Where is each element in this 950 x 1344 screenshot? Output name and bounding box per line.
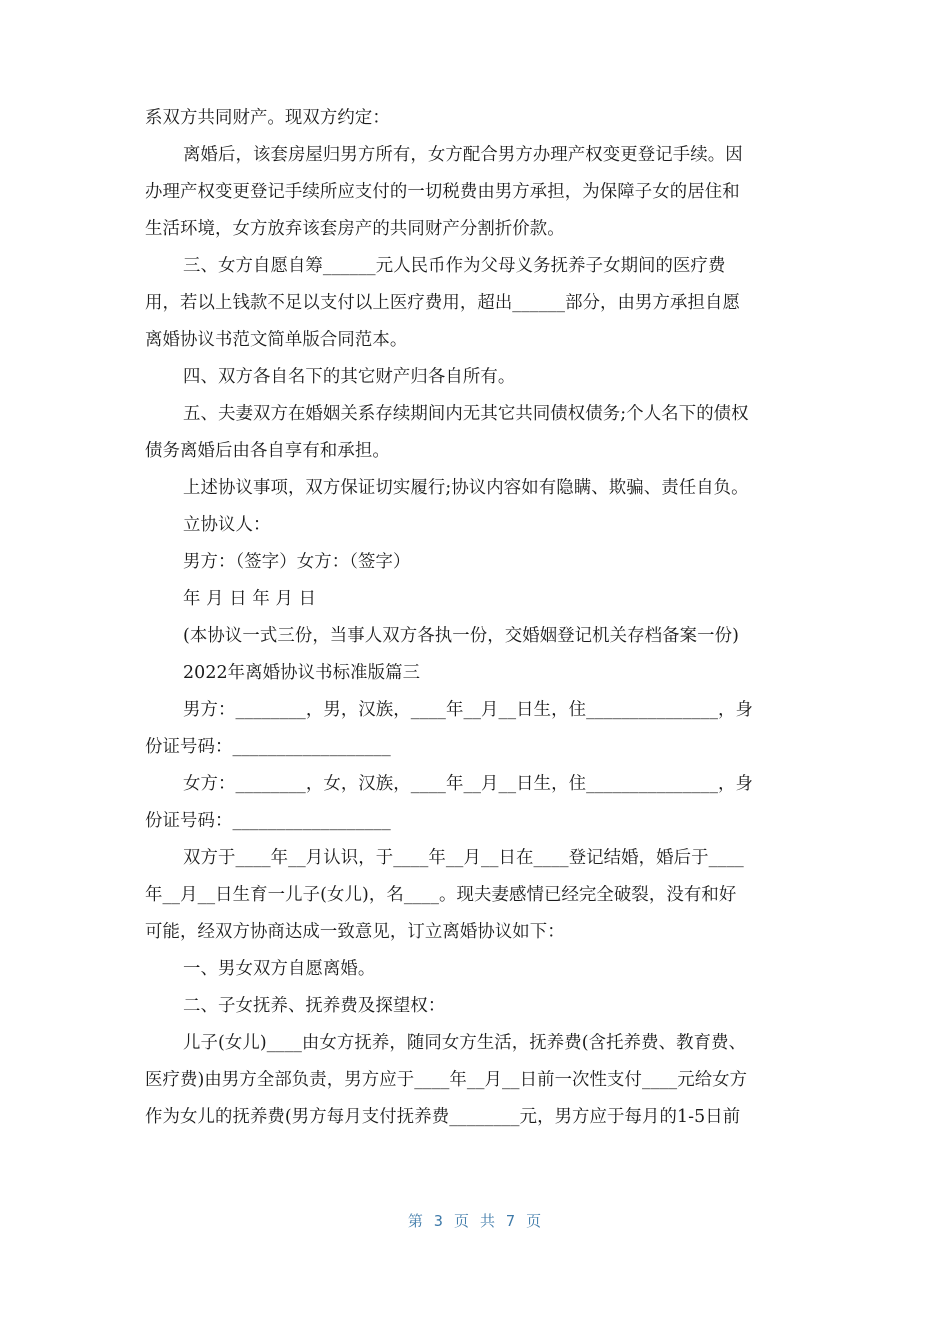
text-line: 2022年离婚协议书标准版篇三 — [183, 663, 421, 683]
text-line: 离婚协议书范文简单版合同范本。 — [145, 330, 408, 350]
text-line: 二、子女抚养、抚养费及探望权： — [183, 996, 446, 1016]
text-line: 系双方共同财产。现双方约定： — [145, 108, 390, 128]
page-number: 第 3 页 共 7 页 — [407, 1212, 543, 1230]
text-line: 立协议人： — [183, 515, 271, 535]
text-line: 男方：________，男，汉族，____年__月__日生，住_______________，身 — [183, 700, 753, 720]
text-line: 年 月 日 年 月 日 — [183, 589, 317, 609]
text-line: 女方：________，女，汉族，____年__月__日生，住_______________，身 — [183, 774, 753, 794]
text-line: 债务离婚后由各自享有和承担。 — [145, 441, 390, 461]
text-line: 可能，经双方协商达成一致意见，订立离婚协议如下： — [145, 922, 565, 942]
text-line: 办理产权变更登记手续所应支付的一切税费由男方承担，为保障子女的居住和 — [145, 182, 740, 202]
text-line: 儿子(女儿)____由女方抚养，随同女方生活，抚养费(含托养费、教育费、 — [183, 1033, 747, 1053]
text-line: 医疗费)由男方全部负责，男方应于____年__月__日前一次性支付____元给女方 — [145, 1070, 748, 1090]
text-line: 五、夫妻双方在婚姻关系存续期间内无其它共同债权债务;个人名下的债权 — [183, 404, 749, 424]
text-line: 上述协议事项，双方保证切实履行;协议内容如有隐瞒、欺骗、责任自负。 — [183, 478, 749, 498]
text-line: 四、双方各自名下的其它财产归各自所有。 — [183, 367, 516, 387]
text-line: 份证号码：__________________ — [145, 811, 391, 831]
text-line: 男方：（签字）女方：（签字） — [183, 552, 411, 572]
text-line: 年__月__日生育一儿子(女儿)，名____。现夫妻感情已经完全破裂，没有和好 — [145, 885, 737, 905]
text-line: 三、女方自愿自筹______元人民币作为父母义务抚养子女期间的医疗费 — [183, 256, 726, 276]
text-line: 双方于____年__月认识，于____年__月__日在____登记结婚，婚后于____ — [183, 848, 744, 868]
text-line: 作为女儿的抚养费(男方每月支付抚养费________元，男方应于每月的1-5日前 — [145, 1107, 741, 1127]
text-line: (本协议一式三份，当事人双方各执一份，交婚姻登记机关存档备案一份) — [183, 626, 739, 646]
text-line: 一、男女双方自愿离婚。 — [183, 959, 376, 979]
text-line: 生活环境，女方放弃该套房产的共同财产分割折价款。 — [145, 219, 565, 239]
text-line: 离婚后，该套房屋归男方所有，女方配合男方办理产权变更登记手续。因 — [183, 145, 743, 165]
document-body — [145, 100, 805, 1136]
text-line: 用，若以上钱款不足以支付以上医疗费用，超出______部分，由男方承担自愿 — [145, 293, 740, 313]
text-line: 份证号码：__________________ — [145, 737, 391, 757]
